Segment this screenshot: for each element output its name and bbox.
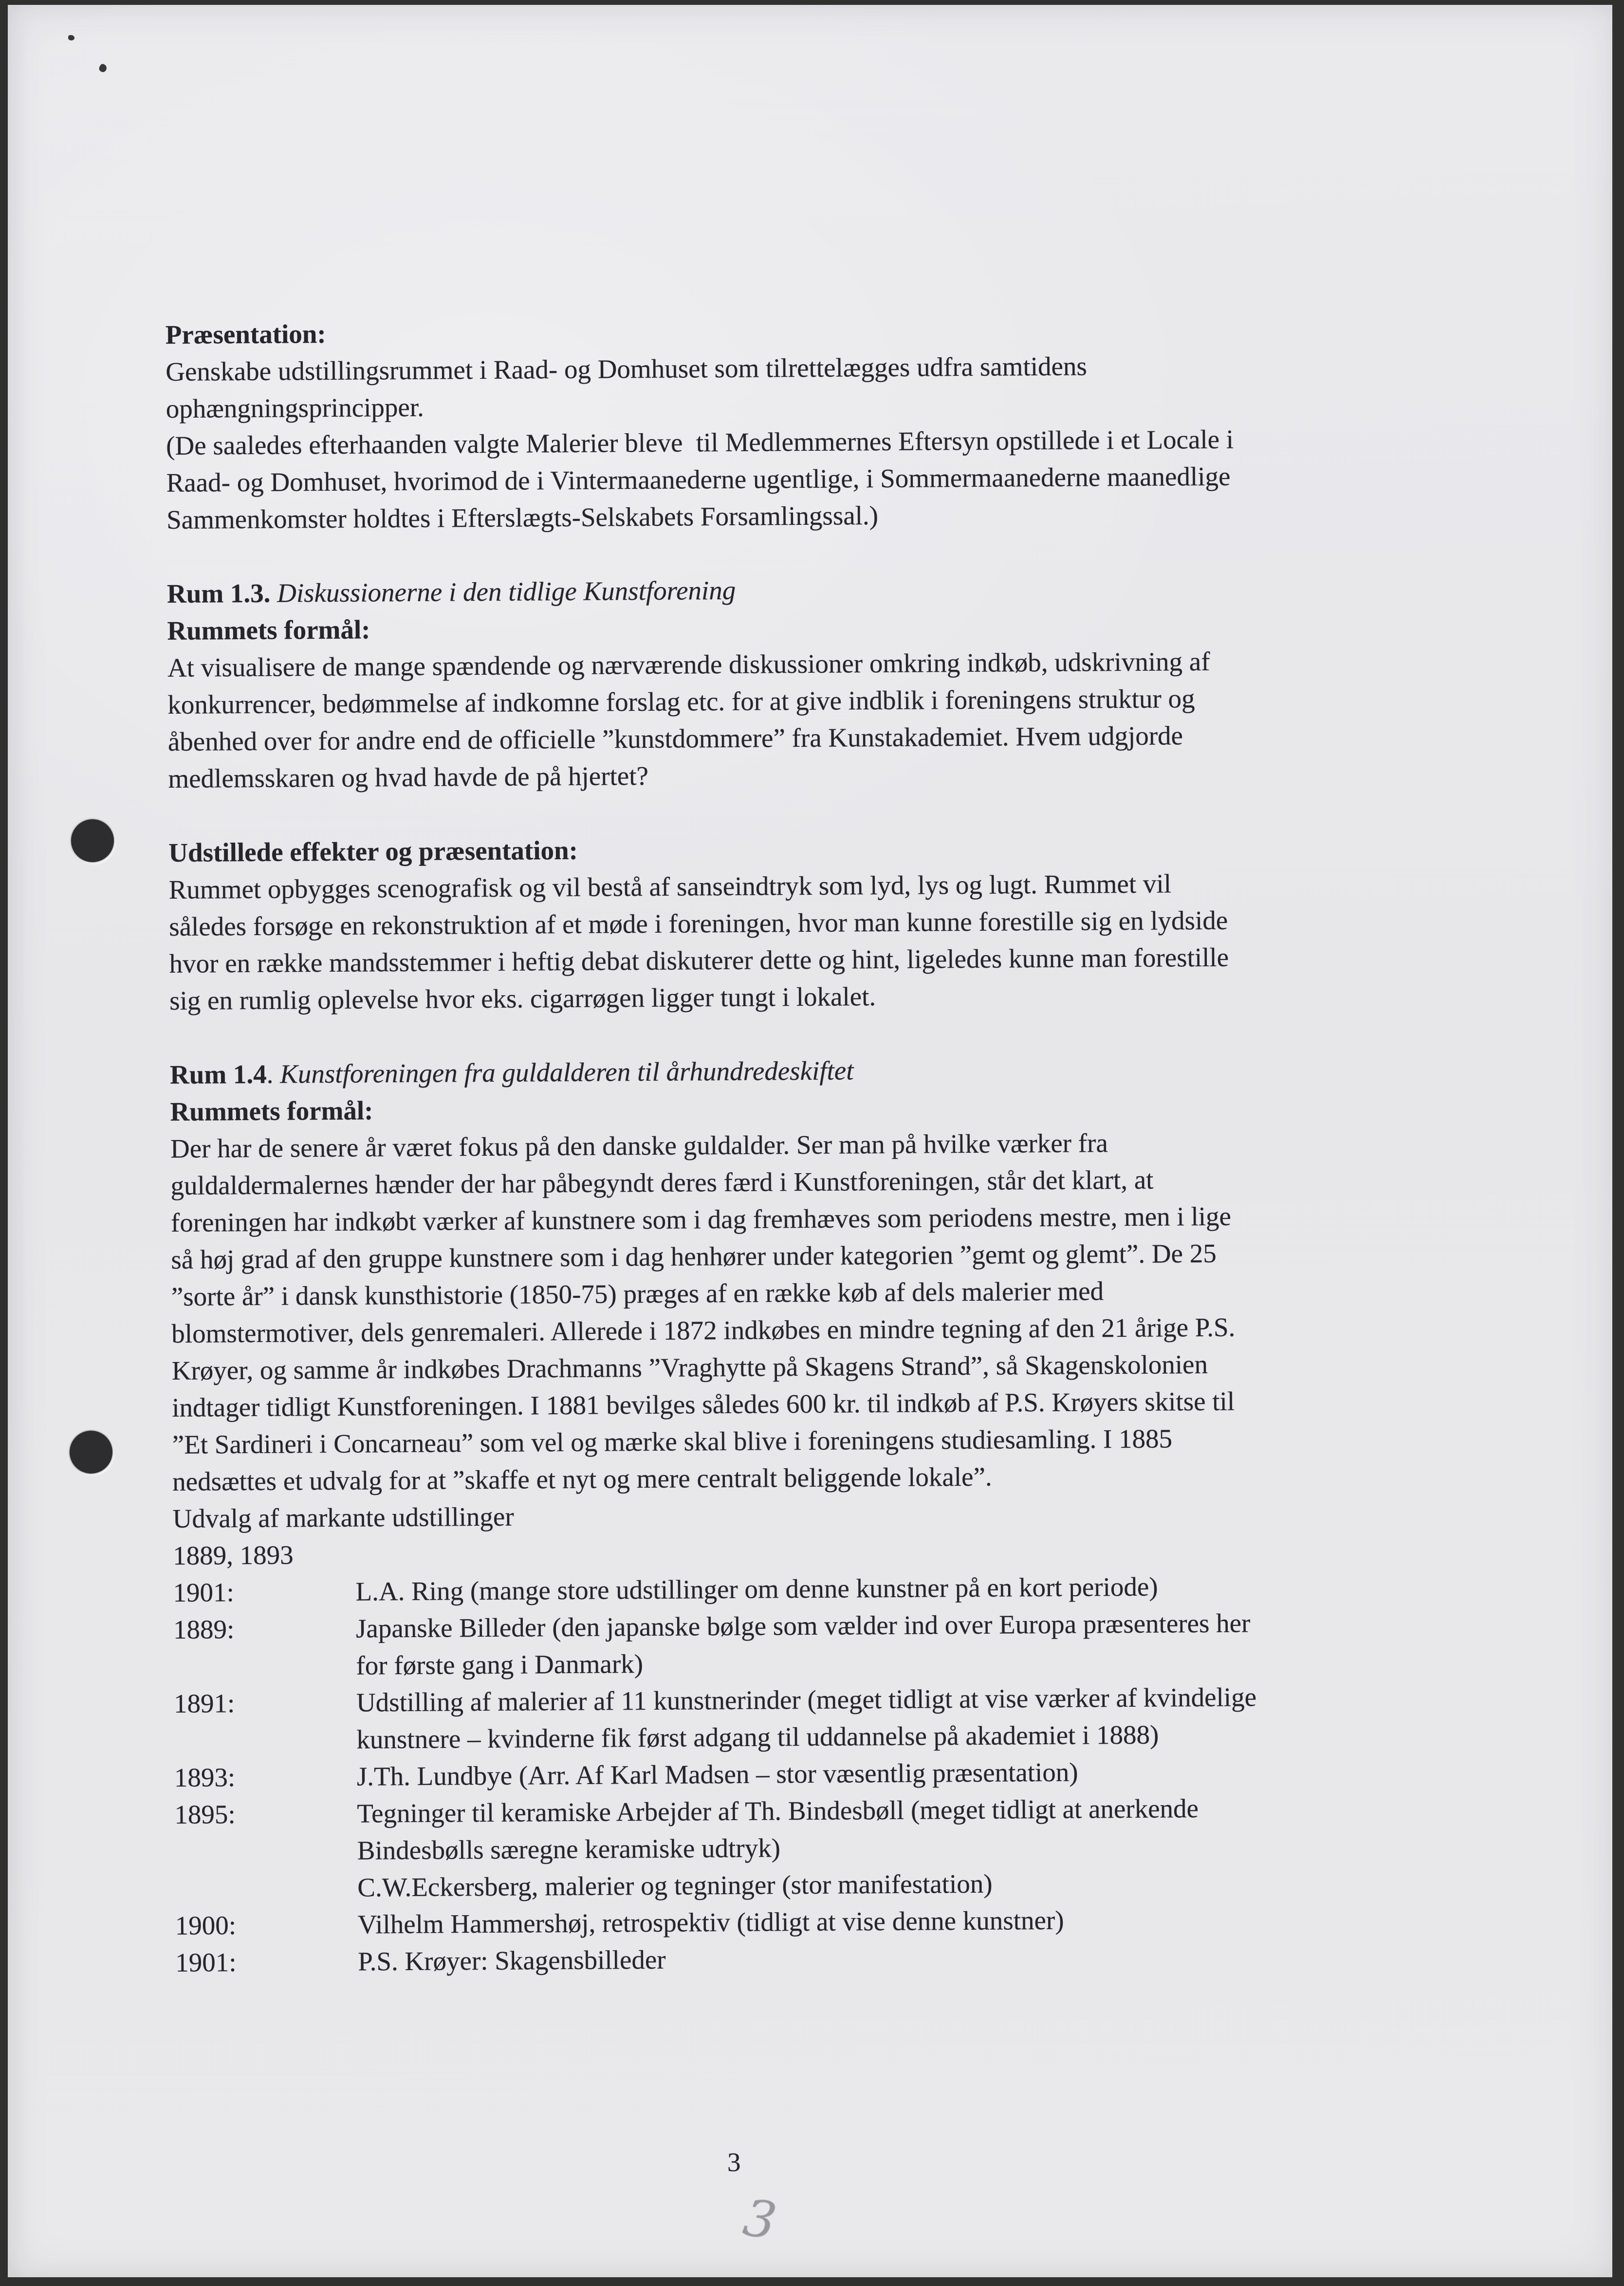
exhibition-entry: L.A. Ring (mange store udstillinger om denne kunstner på en kort periode) [355, 1571, 1158, 1606]
dust-speck-icon [68, 35, 74, 40]
bold-text: Udstillede effekter og præsentation: [168, 835, 578, 868]
exhibition-entry: for første gang i Danmark) [356, 1649, 644, 1680]
handwritten-page-number: 3 [739, 2187, 781, 2251]
text-line: Genskabe udstillingsrummet i Raad- og Domhuset som tilrettelægges udfra samtidens [166, 351, 1088, 387]
text-line: At visualisere de mange spændende og nærværende diskussioner omkring indkøb, udskrivning af [167, 646, 1210, 683]
year-label: 1889: [173, 1614, 235, 1644]
exhibition-entry: P.S. Krøyer: Skagensbilleder [358, 1944, 666, 1976]
paper-sheet [8, 5, 1612, 2277]
text-line: Der har de senere år været fokus på den danske guldalder. Ser man på hvilke værker fra [170, 1128, 1108, 1163]
bold-text: Rum 1.4 [169, 1059, 267, 1090]
exhibition-entry: kunstnere – kvinderne fik først adgang til uddannelse på akademiet i 1888) [356, 1719, 1159, 1754]
dust-speck-icon [98, 63, 108, 73]
text-line: ”sorte år” i dansk kunsthistorie (1850-75) præges af en række køb af dels malerier med [171, 1276, 1104, 1311]
text-line: foreningen har indkøbt værker af kunstnere som i dag fremhæves som periodens mestre, men i lige [170, 1201, 1232, 1237]
punch-hole-mark-icon [71, 819, 114, 862]
exhibition-entry: Vilhelm Hammershøj, retrospektiv (tidligt at vise denne kunstner) [357, 1905, 1064, 1939]
year-label: 1891: [173, 1688, 235, 1718]
exhibition-entry: C.W.Eckersberg, malerier og tegninger (stor manifestation) [357, 1868, 993, 1902]
year-label [173, 1647, 356, 1685]
bold-text: Rummets formål: [170, 1095, 373, 1127]
text-line: sig en rumlig oplevelse hvor eks. cigarrøgen ligger tungt i lokalet. [169, 981, 876, 1016]
text-line: (De saaledes efterhaanden valgte Malerier bleve til Medlemmernes Eftersyn opstillede i et Locale i [166, 424, 1234, 461]
exhibition-entry: Tegninger til keramiske Arbejder af Th. Bindesbøll (meget tidligt at anerkende [357, 1793, 1199, 1828]
text-line: ”Et Sardineri i Concarneau” som vel og mærke skal blive i foreningens studiesamling. I 1885 [172, 1423, 1173, 1459]
text-line: Rummet opbygges scenografisk og vil bestå af sanseindtryk som lyd, lys og lugt. Rummet vil [168, 868, 1172, 905]
text-line: hvor en række mandsstemmer i heftig debat diskuterer dette og hint, ligeledes kunne man forestille [169, 942, 1229, 979]
year-label [175, 1832, 357, 1870]
year-label: 1893: [174, 1762, 236, 1792]
text-line: Udvalg af markante udstillinger [172, 1501, 514, 1533]
text-line: nedsættes et udvalg for at ”skaffe et nyt og mere centralt beliggende lokale”. [172, 1461, 992, 1496]
text-run [270, 578, 277, 608]
exhibition-entry: Udstilling af malerier af 11 kunstnerinder (meget tidligt at vise værker af kvindelige [356, 1682, 1257, 1717]
text-line: indtager tidligt Kunstforeningen. I 1881 bevilges således 600 kr. til indkøb af P.S. Krøyers skitse til [172, 1386, 1235, 1422]
year-label [174, 1721, 356, 1759]
text-run: . [266, 1059, 280, 1089]
text-line: således forsøge en rekonstruktion af et møde i foreningen, hvor man kunne forestille sig en lydside [169, 905, 1228, 942]
text-line [175, 1936, 1499, 1981]
bold-text: Præsentation: [165, 319, 326, 350]
year-label [175, 1869, 357, 1907]
year-label: 1901: [173, 1577, 235, 1607]
text-line: guldaldermalernes hænder der har påbegyndt deres færd i Kunstforeningen, står det klart, at [170, 1164, 1154, 1200]
exhibition-entry: Japanske Billeder (den japanske bølge som vælder ind over Europa præsenteres her [355, 1608, 1251, 1643]
text-line: medlemsskaren og hvad havde de på hjertet? [168, 760, 649, 794]
year-label: 1900: [175, 1910, 237, 1940]
text-line: ophængningsprincipper. [166, 392, 424, 424]
text-line: 1889, 1893 [172, 1540, 294, 1570]
page-number: 3 [727, 2147, 741, 2177]
text-line: Sammenkomster holdtes i Efterslægts-Selskabets Forsamlingssal.) [166, 500, 879, 535]
bold-text: Rum 1.3. [166, 578, 271, 609]
italic-text: Diskussionerne i den tidlige Kunstforening [277, 575, 736, 608]
bold-text: Rummets formål: [167, 614, 370, 646]
year-label: 1901: [175, 1947, 237, 1977]
text-line: blomstermotiver, dels genremaleri. Allerede i 1872 indkøbes en mindre tegning af den 21 årige P.S. [171, 1312, 1236, 1348]
italic-text: Kunstforeningen fra guldalderen til århundredeskiftet [280, 1055, 854, 1089]
text-line: åbenhed over for andre end de officielle ”kunstdommere” fra Kunstakademiet. Hvem udgjorde [167, 720, 1183, 757]
text-line: så høj grad af den gruppe kunstnere som i dag henhører under kategorien ”gemt og glemt”. De 25 [171, 1238, 1217, 1274]
exhibition-entry: J.Th. Lundbye (Arr. Af Karl Madsen – stor væsentlig præsentation) [356, 1757, 1078, 1791]
year-label: 1895: [174, 1799, 236, 1829]
exhibition-entry: Bindesbølls særegne keramiske udtryk) [357, 1833, 781, 1865]
text-line: Raad- og Domhuset, hvorimod de i Vintermaanederne ugentlige, i Sommermaanederne maanedlige [166, 461, 1231, 498]
document-text [166, 308, 1500, 1981]
text-line: Krøyer, og samme år indkøbes Drachmanns ”Vraghytte på Skagens Strand”, så Skagenskolonien [171, 1349, 1208, 1385]
text-line: konkurrencer, bedømmelse af indkomne forslag etc. for at give indblik i foreningens struktur og [167, 683, 1195, 720]
punch-hole-mark-icon [70, 1431, 112, 1474]
